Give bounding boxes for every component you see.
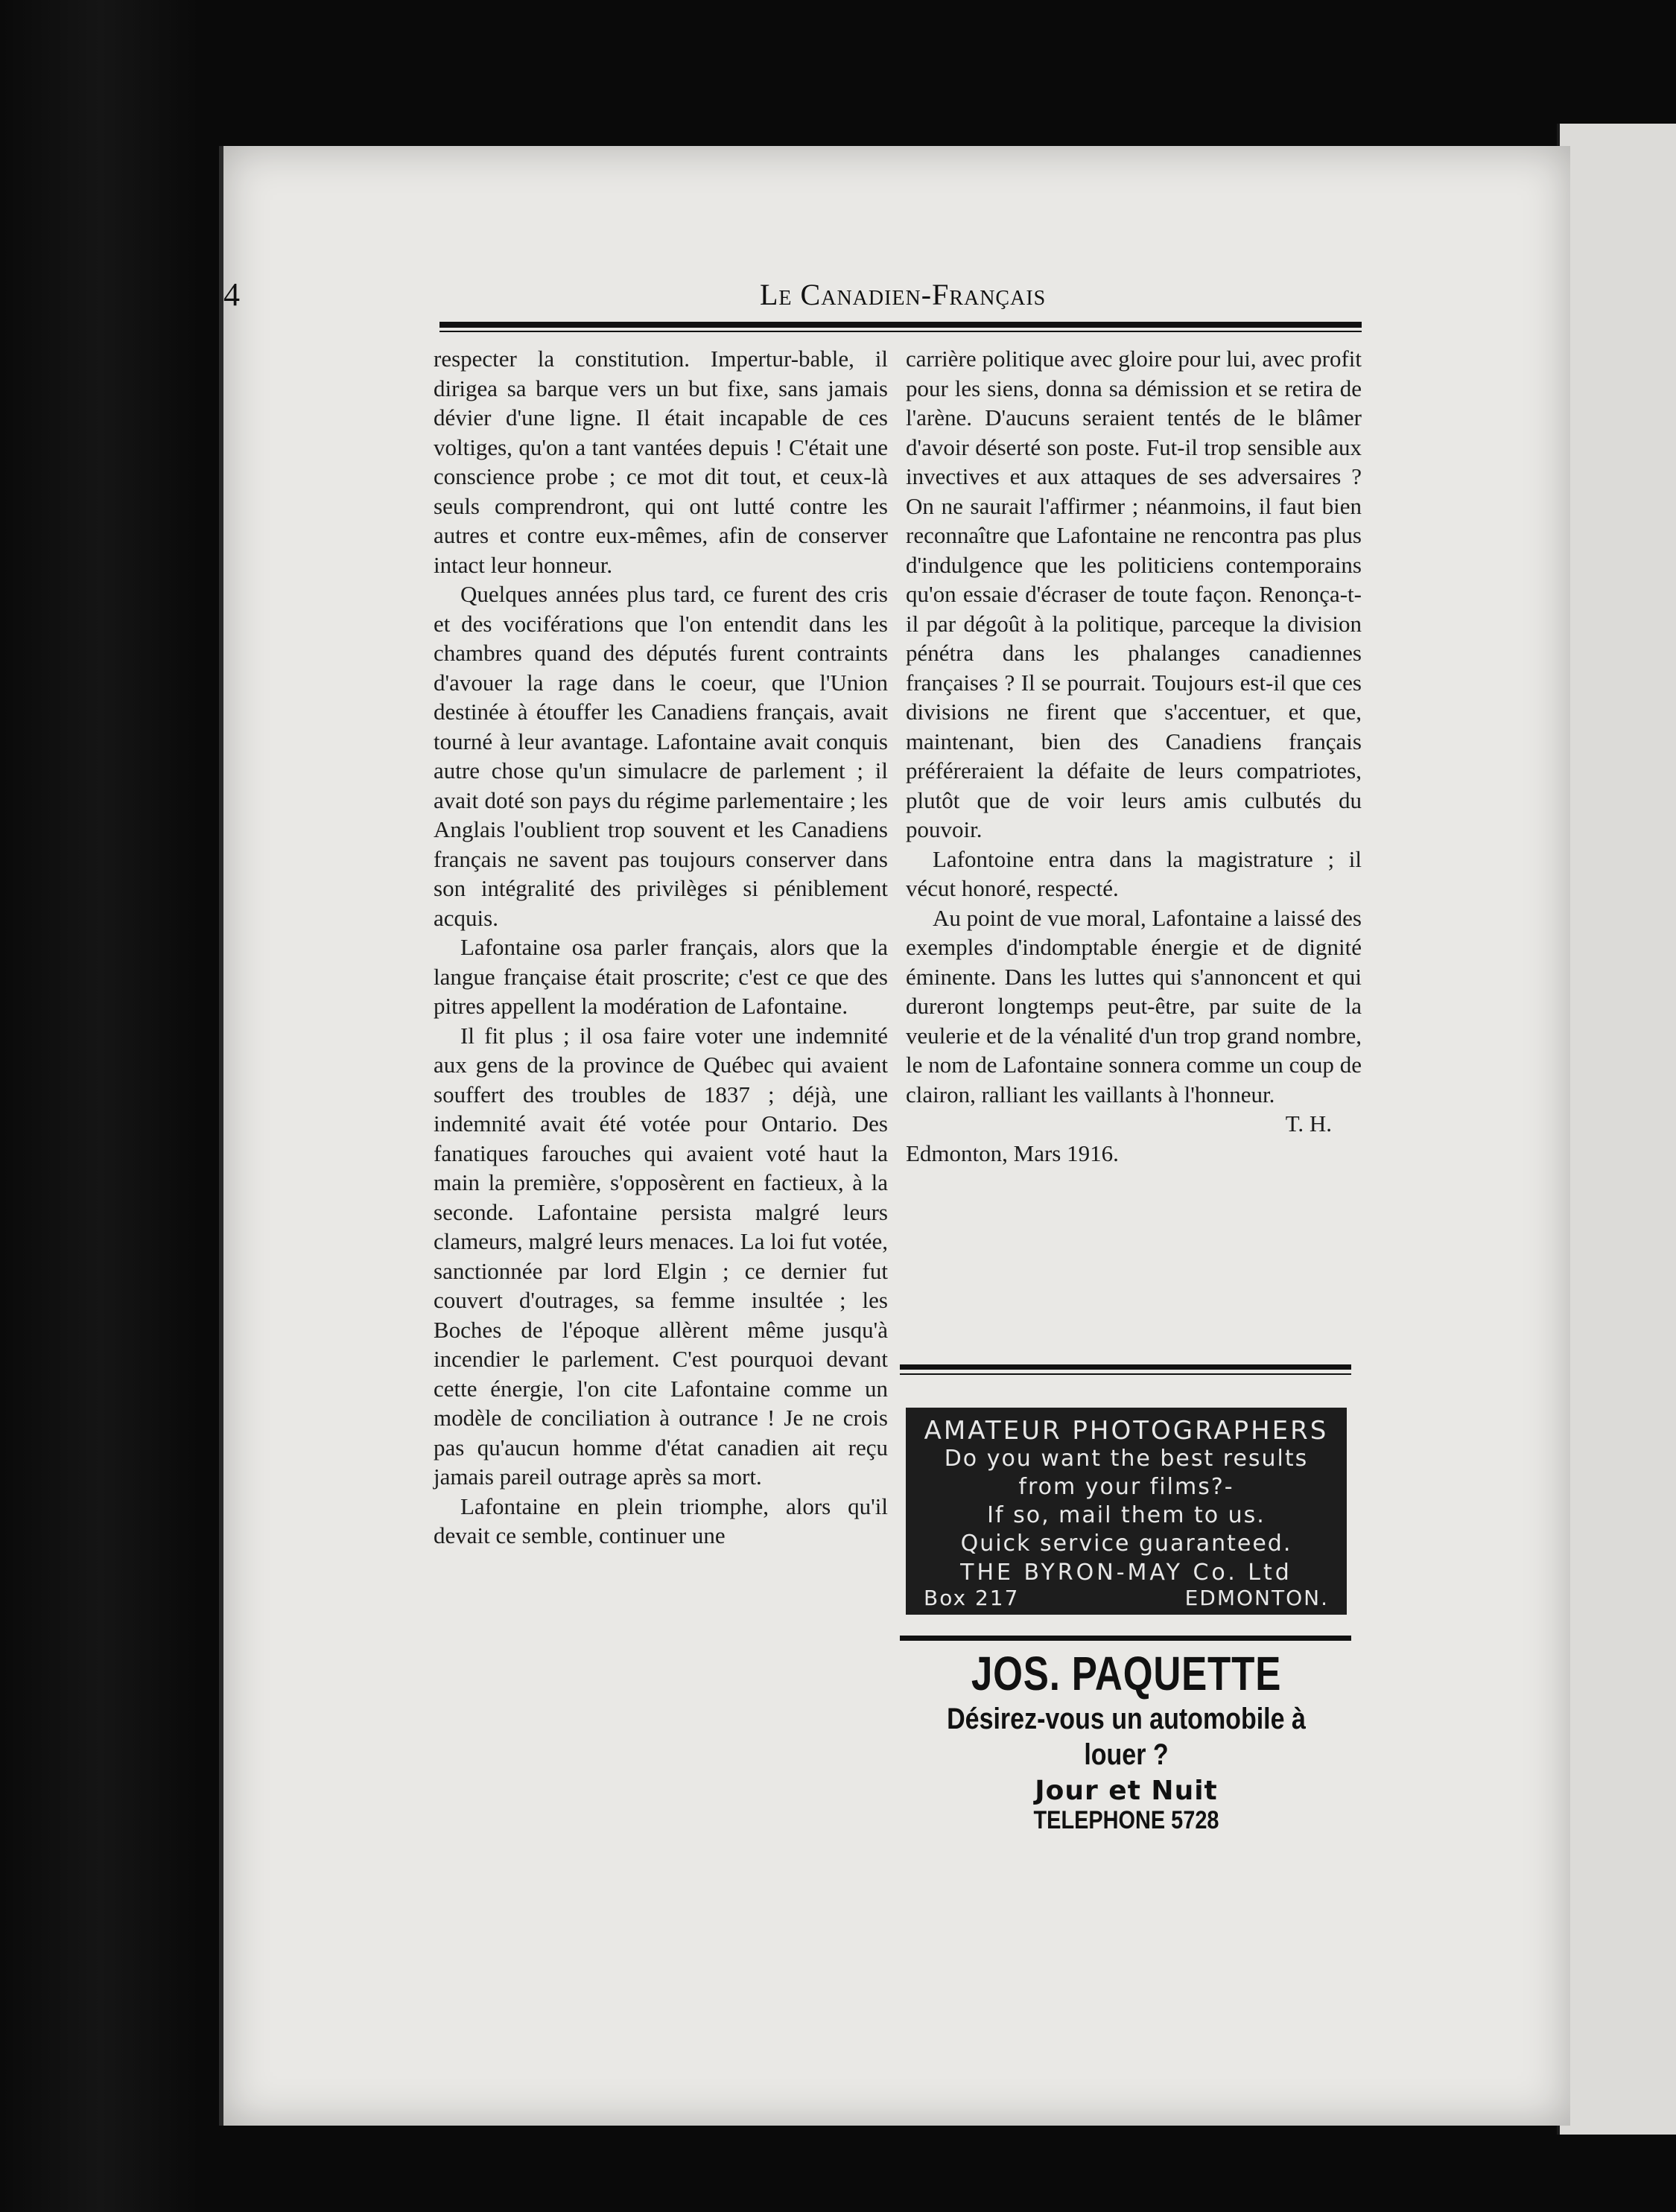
ad-question-2: louer ? [1084,1738,1169,1771]
header-rule-thin [439,331,1362,332]
ad-address [906,1586,1347,1610]
author-signature: T. H. [1285,1110,1332,1137]
ad-question: Désirez-vous un automobile à [947,1703,1306,1735]
paquette-advertisement [901,1646,1351,1835]
page-number: 4 [223,276,240,313]
dateline: Edmonton, Mars 1916. [906,1140,1119,1166]
header-rule [439,322,1362,328]
ad-separator-rule [900,1364,1351,1370]
paragraph: Lafontoine entra dans la magistrature ; il vécut honoré, respecté. [906,845,1362,901]
article-column-right [906,344,1362,1168]
ad-headline: AMATEUR PHOTOGRAPHERS [924,1416,1329,1446]
ad-company: THE BYRON-MAY Co. Ltd [960,1560,1292,1586]
paragraph: carrière politique avec gloire pour lui, avec profit pour les siens, donna sa démission et se retira de l'arène. D'aucuns seraient tentés de le blâmer d'avoir déserté son poste. Fut-il trop sensible aux invectives et aux attaques de ses adversaires ? On ne saurait l'affirmer ; néanmoins, il faut bien reconnaître que Lafontaine ne rencontra pas plus d'indulgence que les politiciens contemporains qu'on essaie d'écraser de toute façon. Renonça-t-il par dégoût à la politique, parceque la division pénétra dans les phalanges canadiennes françaises ? Il se pourrait. Toujours est-il que ces divisions ne firent que s'accentuer, et que, maintenant, bien des Canadiens français préféreraient la défaite de leurs compatriotes, plutôt que de voir leurs amis culbutés du pouvoir. [906,346,1362,842]
facing-page-edge [1557,124,1676,2135]
ad-line: from your films?- [1018,1474,1234,1500]
ad-separator-rule-2 [900,1636,1351,1641]
photographers-advertisement [906,1408,1347,1615]
ad-hours: Jour et Nuit [1035,1776,1218,1806]
scanned-page [219,146,1570,2126]
ad-telephone: TELEPHONE 5728 [1033,1806,1219,1834]
running-title: Le Canadien-Français [760,278,1047,311]
paragraph: Il fit plus ; il osa faire voter une indemnité aux gens de la province de Québec qui avaient souffert des troubles de 1837 ; déjà, une indemnité avait été votée pour Ontario. Des fanatiques farouches qui avaient voté haut la main la première, s'opposèrent en factieux, à la seconde. Lafontaine persista malgré leurs clameurs, malgré leurs menaces. La loi fut votée, sanctionnée par lord Elgin ; ce dernier fut couvert d'outrages, sa femme insultée ; les Boches de l'époque allèrent même jusqu'à incendier le parlement. C'est pourquoi devant cette énergie, l'on cite Lafontaine comme un modèle de conciliation à outrance ! Je ne crois pas qu'aucun homme d'état canadien ait reçu jamais pareil outrage après sa mort. [434,1022,888,1490]
paragraph: respecter la constitution. Impertur-bable, il dirigea sa barque vers un but fixe, sans jamais dévier d'une ligne. Il était incapable de ces voltiges, qu'on a tant vantées depuis ! C'était une conscience probe ; ce mot dit tout, et ceux-là seuls comprendront, qui ont lutté contre les autres et contre eux-mêmes, afin de conserver intact leur honneur. [434,346,888,578]
article-column-left [434,344,888,1551]
ad-box: Box 217 [924,1586,1020,1610]
paragraph: Au point de vue moral, Lafontaine a laissé des exemples d'indomptable énergie et de dignité éminente. Dans les luttes qui s'annoncent et qui dureront longtemps peut-être, par suite de la veulerie et de la vénalité d'un trop grand nombre, le nom de Lafontaine sonnera comme un coup de clairon, ralliant les vaillants à l'honneur. [906,904,1362,1107]
paragraph: Lafontaine en plein triomphe, alors qu'il devait ce semble, continuer une [434,1493,888,1548]
ad-city: EDMONTON. [1184,1586,1329,1610]
ad-line: Do you want the best results [944,1446,1309,1472]
ad-line: If so, mail them to us. [987,1502,1266,1528]
paragraph: Quelques années plus tard, ce furent des cris et des vociférations que l'on entendit dans les chambres quand des députés furent contraints d'avouer la rage dans le coeur, que l'Union destinée à étouffer les Canadiens français, avait tourné à leur avantage. Lafontaine avait conquis autre chose qu'un simulacre de parlement ; il avait doté son pays du régime parlementaire ; les Anglais l'oublient trop souvent et les Canadiens français ne savent pas toujours conserver dans son intégralité des privilèges si péniblement acquis. [434,581,888,931]
paragraph: Lafontaine osa parler français, alors que la langue française était proscrite; c'est ce que des pitres appellent la modération de Lafontaine. [434,934,888,1019]
ad-separator-rule-thin [900,1373,1351,1375]
ad-line: Quick service guaranteed. [960,1531,1292,1557]
ad-name: JOS. PAQUETTE [971,1647,1282,1700]
